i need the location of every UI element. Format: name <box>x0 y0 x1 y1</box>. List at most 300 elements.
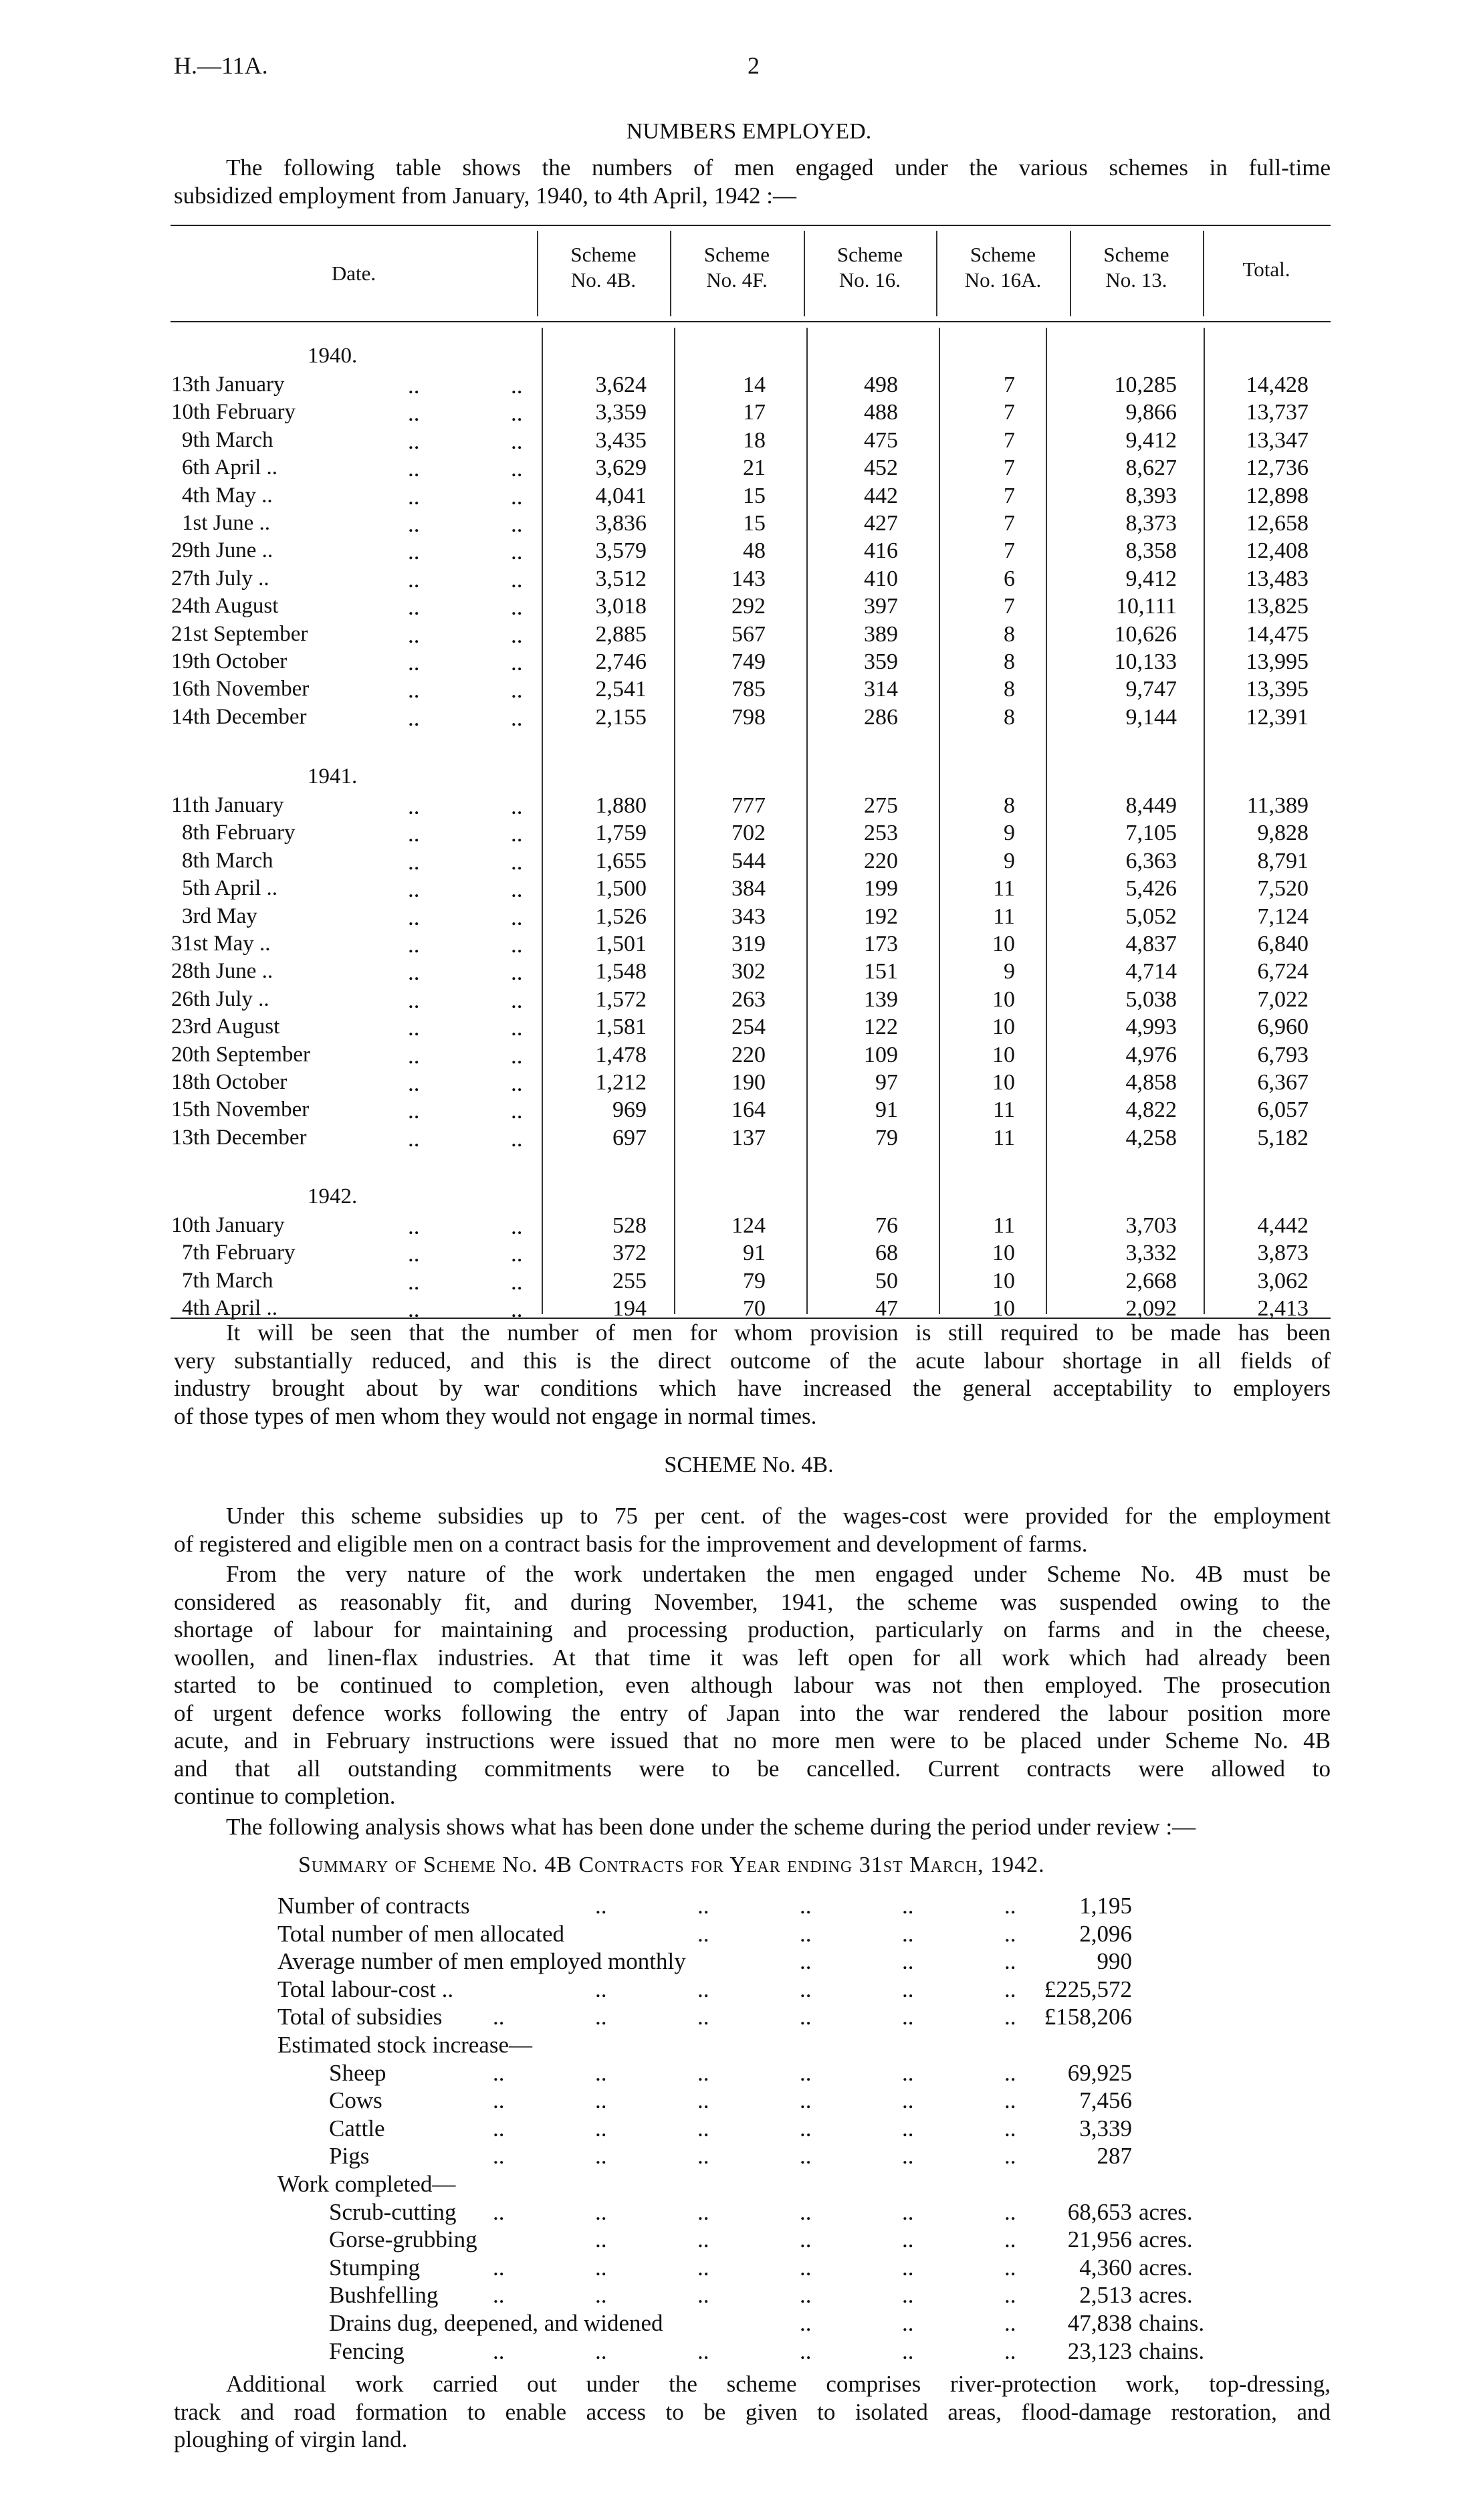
cell-value: 302 <box>731 959 766 984</box>
cell-value: 12,898 <box>1246 483 1309 508</box>
text-line: ploughing of virgin land. <box>174 2426 408 2452</box>
cell-value: 11 <box>993 1097 1015 1123</box>
cell-value: 8 <box>1004 793 1015 818</box>
leader-dots: .. <box>493 2143 505 2170</box>
cell-value: 9,144 <box>1125 704 1177 730</box>
leader-dots: .. <box>511 594 523 621</box>
cell-value: 8,358 <box>1125 538 1177 564</box>
leader-dots: .. <box>408 677 420 704</box>
leader-dots: .. <box>800 2310 812 2336</box>
leader-dots: .. <box>800 2198 812 2225</box>
leader-dots: .. <box>511 1268 523 1295</box>
cell-value: 8 <box>1004 621 1015 647</box>
table-row <box>0 1270 1469 1297</box>
column-header-scheme <box>670 242 804 293</box>
cell-value: 14 <box>743 373 766 397</box>
leader-dots: .. <box>595 2059 607 2086</box>
cell-value: 1,655 <box>595 848 647 873</box>
cell-value: 7,105 <box>1125 821 1177 846</box>
cell-value: 8,791 <box>1257 848 1309 873</box>
scheme-4b-paragraph-2 <box>174 1560 1331 1810</box>
cell-value: 6,793 <box>1257 1042 1309 1067</box>
table-row <box>0 401 1469 428</box>
text-line: industry brought about by war conditions which have increased the general acceptability to employers <box>174 1375 1331 1401</box>
cell-value: 254 <box>731 1015 766 1040</box>
cell-value: 11,389 <box>1246 793 1309 818</box>
row-date: 20th September <box>171 1042 311 1067</box>
text-line: continue to completion. <box>174 1783 396 1809</box>
leader-dots: .. <box>493 2282 505 2309</box>
cell-value: 528 <box>612 1213 647 1238</box>
cell-value: 10 <box>992 986 1015 1012</box>
row-date: 7th February <box>182 1241 296 1265</box>
summary-item <box>0 2228 1469 2254</box>
cell-value: 14,428 <box>1246 373 1309 397</box>
leader-dots: .. <box>1004 2226 1016 2253</box>
summary-item <box>0 2311 1469 2338</box>
table-row <box>0 429 1469 456</box>
leader-dots: .. <box>493 2115 505 2141</box>
cell-value: 7 <box>1004 594 1015 619</box>
cell-value: 6,363 <box>1125 848 1177 873</box>
leader-dots: .. <box>595 2226 607 2253</box>
column-header-date: Date. <box>331 261 376 285</box>
leader-dots: .. <box>408 876 420 903</box>
text-line: The following table shows the numbers of men engaged under the various schemes in full-time <box>226 154 1331 181</box>
header-line: No. 4B. <box>570 268 637 292</box>
leader-dots: .. <box>511 959 523 986</box>
row-date: 23rd August <box>171 1015 280 1039</box>
summary-label: Total of subsidies <box>277 2004 443 2030</box>
cell-value: 10 <box>992 1070 1015 1095</box>
leader-dots: .. <box>800 2282 812 2309</box>
leader-dots: .. <box>511 455 523 482</box>
leader-dots: .. <box>511 932 523 958</box>
row-date: 3rd May <box>182 904 257 928</box>
cell-value: 343 <box>731 904 766 929</box>
cell-value: 9 <box>1004 821 1015 846</box>
cell-value: 1,478 <box>595 1042 647 1067</box>
cell-value: 567 <box>731 621 766 647</box>
year-heading: 1942. <box>308 1184 358 1209</box>
summary-label: Cattle <box>329 2115 385 2141</box>
table-row <box>0 822 1469 849</box>
leader-dots: .. <box>408 1213 420 1239</box>
table-row <box>0 651 1469 677</box>
cell-value: 173 <box>864 932 898 956</box>
leader-dots: .. <box>595 2282 607 2309</box>
row-date: 21st September <box>171 621 308 646</box>
year-heading: 1941. <box>308 764 358 789</box>
summary-item <box>0 2089 1469 2115</box>
cell-value: 8 <box>1004 677 1015 702</box>
cell-value: 9,828 <box>1257 821 1309 846</box>
table-row <box>0 1016 1469 1043</box>
cell-value: 5,052 <box>1125 904 1177 929</box>
cell-value: 286 <box>864 704 898 730</box>
table-row <box>0 1127 1469 1154</box>
row-date: 7th March <box>182 1268 273 1293</box>
leader-dots: .. <box>595 2087 607 2114</box>
summary-value: 287 <box>1097 2143 1132 2170</box>
leader-dots: .. <box>511 848 523 875</box>
leader-dots: .. <box>1004 1920 1016 1947</box>
leader-dots: .. <box>408 594 420 621</box>
summary-item <box>0 2339 1469 2366</box>
leader-dots: .. <box>1004 2143 1016 2170</box>
cell-value: 70 <box>743 1296 766 1322</box>
cell-value: 6 <box>1004 566 1015 591</box>
cell-value: 91 <box>743 1241 766 1266</box>
cell-value: 124 <box>731 1213 766 1238</box>
leader-dots: .. <box>697 2115 709 2141</box>
cell-value: 7 <box>1004 511 1015 536</box>
leader-dots: .. <box>408 1070 420 1096</box>
summary-label: Number of contracts <box>277 1893 470 1919</box>
row-date: 15th November <box>171 1097 310 1122</box>
row-date: 9th March <box>182 427 273 452</box>
leader-dots: .. <box>697 2282 709 2309</box>
table-row <box>0 706 1469 733</box>
summary-item <box>0 2033 1469 2060</box>
cell-value: 3,629 <box>595 455 647 481</box>
cell-value: 11 <box>993 904 1015 929</box>
cell-value: 13,737 <box>1246 400 1309 425</box>
row-date: 28th June .. <box>171 959 273 984</box>
cell-value: 452 <box>864 455 898 481</box>
scheme-4b-paragraph-1 <box>174 1502 1331 1558</box>
leader-dots: .. <box>902 1893 914 1919</box>
final-paragraph <box>174 2370 1331 2454</box>
page-number: 2 <box>748 52 760 79</box>
leader-dots: .. <box>408 1015 420 1041</box>
text-line: It will be seen that the number of men for whom provision is still required to be made has been <box>226 1320 1331 1346</box>
leader-dots: .. <box>511 704 523 731</box>
summary-label: Scrub-cutting <box>329 2198 457 2225</box>
cell-value: 4,258 <box>1125 1125 1177 1150</box>
cell-value: 194 <box>612 1296 647 1322</box>
row-date: 24th August <box>171 594 279 619</box>
cell-value: 47 <box>875 1296 898 1322</box>
text-line: started to be continued to completion, even although labour was not then employed. The prosecution <box>174 1672 1331 1698</box>
cell-value: 4,976 <box>1125 1042 1177 1067</box>
cell-value: 21 <box>743 455 766 481</box>
summary-unit: chains. <box>1139 2337 1205 2364</box>
section-title-scheme-4b: SCHEME No. 4B. <box>664 1453 834 1477</box>
table-row <box>0 540 1469 566</box>
leader-dots: .. <box>800 2337 812 2364</box>
leader-dots: .. <box>511 1042 523 1069</box>
leader-dots: .. <box>408 904 420 930</box>
cell-value: 3,332 <box>1125 1241 1177 1266</box>
cell-value: 139 <box>864 986 898 1012</box>
cell-value: 702 <box>731 821 766 846</box>
text-line: of registered and eligible men on a contract basis for the improvement and development of farms. <box>174 1530 1088 1557</box>
leader-dots: .. <box>697 2059 709 2086</box>
leader-dots: .. <box>800 2143 812 2170</box>
cell-value: 220 <box>864 848 898 873</box>
summary-value: 4,360 <box>1079 2254 1132 2281</box>
summary-unit: chains. <box>1139 2310 1205 2336</box>
summary-item <box>0 2256 1469 2283</box>
summary-value: 3,339 <box>1079 2115 1132 2141</box>
cell-value: 9 <box>1004 848 1015 873</box>
cell-value: 697 <box>612 1125 647 1150</box>
cell-value: 389 <box>864 621 898 647</box>
summary-label: Total number of men allocated <box>277 1920 565 1947</box>
leader-dots: .. <box>697 1920 709 1947</box>
leader-dots: .. <box>595 2143 607 2170</box>
leader-dots: .. <box>408 1241 420 1267</box>
cell-value: 7 <box>1004 427 1015 453</box>
cell-value: 11 <box>993 876 1015 902</box>
cell-value: 263 <box>731 986 766 1012</box>
cell-value: 1,212 <box>595 1070 647 1095</box>
row-date: 8th February <box>182 821 296 845</box>
summary-value: £158,206 <box>1044 2004 1132 2030</box>
intro-paragraph <box>174 154 1331 209</box>
cell-value: 91 <box>875 1097 898 1123</box>
cell-value: 4,822 <box>1125 1097 1177 1123</box>
leader-dots: .. <box>1004 1976 1016 2002</box>
row-date: 6th April .. <box>182 455 278 480</box>
summary-label: Sheep <box>329 2059 386 2086</box>
row-date: 8th March <box>182 848 273 873</box>
summary-label: Stumping <box>329 2254 421 2281</box>
summary-unit: acres. <box>1139 2254 1193 2281</box>
cell-value: 6,367 <box>1257 1070 1309 1095</box>
cell-value: 2,092 <box>1125 1296 1177 1322</box>
table-row <box>0 512 1469 539</box>
leader-dots: .. <box>902 2143 914 2170</box>
cell-value: 13,995 <box>1246 649 1309 674</box>
cell-value: 9,412 <box>1125 566 1177 591</box>
leader-dots: .. <box>511 1015 523 1041</box>
table-row <box>0 678 1469 705</box>
table-row <box>0 1044 1469 1071</box>
cell-value: 199 <box>864 876 898 902</box>
cell-value: 3,873 <box>1257 1241 1309 1266</box>
text-line: subsidized employment from January, 1940, to 4th April, 1942 :— <box>174 182 796 209</box>
leader-dots: .. <box>511 1097 523 1124</box>
leader-dots: .. <box>493 2059 505 2086</box>
summary-title: Summary of Scheme No. 4B Contracts for Year ending 31st March, 1942. <box>298 1853 1045 1877</box>
summary-label: Bushfelling <box>329 2282 439 2309</box>
cell-value: 97 <box>875 1070 898 1095</box>
cell-value: 319 <box>731 932 766 956</box>
cell-value: 397 <box>864 594 898 619</box>
summary-item <box>0 2144 1469 2171</box>
summary-value: 69,925 <box>1067 2059 1132 2086</box>
leader-dots: .. <box>595 1893 607 1919</box>
leader-dots: .. <box>595 2115 607 2141</box>
cell-value: 10 <box>992 1296 1015 1322</box>
cell-value: 8,373 <box>1125 511 1177 536</box>
leader-dots: .. <box>800 2115 812 2141</box>
leader-dots: .. <box>902 2087 914 2114</box>
text-line: of urgent defence works following the entry of Japan into the war rendered the labour position more <box>174 1699 1331 1726</box>
leader-dots: .. <box>1004 2198 1016 2225</box>
header-line: No. 13. <box>1105 268 1167 292</box>
cell-value: 3,018 <box>595 594 647 619</box>
cell-value: 3,435 <box>595 427 647 453</box>
cell-value: 498 <box>864 373 898 397</box>
summary-label: Drains dug, deepened, and widened <box>329 2310 663 2336</box>
leader-dots: .. <box>902 2226 914 2253</box>
leader-dots: .. <box>408 566 420 593</box>
leader-dots: .. <box>902 1948 914 1975</box>
header-line: No. 4F. <box>706 268 768 292</box>
column-header-scheme <box>1070 242 1203 293</box>
row-date: 13th December <box>171 1125 307 1150</box>
cell-value: 10 <box>992 1268 1015 1293</box>
leader-dots: .. <box>511 1241 523 1267</box>
leader-dots: .. <box>595 2198 607 2225</box>
cell-value: 359 <box>864 649 898 674</box>
cell-value: 4,714 <box>1125 959 1177 984</box>
table-row <box>0 623 1469 650</box>
cell-value: 777 <box>731 793 766 818</box>
cell-value: 2,155 <box>595 704 647 730</box>
row-date: 16th November <box>171 677 310 702</box>
summary-item <box>0 1894 1469 1921</box>
leader-dots: .. <box>902 1976 914 2002</box>
cell-value: 2,668 <box>1125 1268 1177 1293</box>
cell-value: 122 <box>864 1015 898 1040</box>
cell-value: 9,412 <box>1125 427 1177 453</box>
header-line: Scheme <box>570 243 637 266</box>
summary-label: Average number of men employed monthly <box>277 1948 686 1975</box>
cell-value: 5,182 <box>1257 1125 1309 1150</box>
text-line: very substantially reduced, and this is the direct outcome of the acute labour shortage in all fields of <box>174 1347 1331 1374</box>
leader-dots: .. <box>697 1893 709 1919</box>
cell-value: 14,475 <box>1246 621 1309 647</box>
cell-value: 314 <box>864 677 898 702</box>
cell-value: 220 <box>731 1042 766 1067</box>
cell-value: 8,627 <box>1125 455 1177 481</box>
cell-value: 8,393 <box>1125 483 1177 508</box>
summary-unit: acres. <box>1139 2226 1193 2253</box>
leader-dots: .. <box>511 876 523 903</box>
cell-value: 4,837 <box>1125 932 1177 956</box>
header-line: Scheme <box>703 243 770 266</box>
cell-value: 10,111 <box>1116 594 1177 619</box>
leader-dots: .. <box>408 1125 420 1152</box>
table-row <box>0 1071 1469 1098</box>
cell-value: 2,746 <box>595 649 647 674</box>
cell-value: 4,993 <box>1125 1015 1177 1040</box>
leader-dots: .. <box>511 511 523 537</box>
leader-dots: .. <box>408 704 420 731</box>
row-date: 29th June .. <box>171 538 273 563</box>
cell-value: 7 <box>1004 373 1015 397</box>
cell-value: 143 <box>731 566 766 591</box>
text-line: track and road formation to enable access to be given to isolated areas, flood-damage restoration, and <box>174 2398 1331 2425</box>
cell-value: 79 <box>743 1268 766 1293</box>
cell-value: 13,483 <box>1246 566 1309 591</box>
summary-item <box>0 1950 1469 1976</box>
cell-value: 4,442 <box>1257 1213 1309 1238</box>
leader-dots: .. <box>511 566 523 593</box>
cell-value: 50 <box>875 1268 898 1293</box>
text-line: woollen, and linen-flax industries. At that time it was left open for all work which had already been <box>174 1644 1331 1671</box>
leader-dots: .. <box>902 2004 914 2030</box>
header-line: Scheme <box>1103 243 1169 266</box>
cell-value: 1,581 <box>595 1015 647 1040</box>
cell-value: 1,572 <box>595 986 647 1012</box>
row-date: 10th January <box>171 1213 285 1237</box>
cell-value: 10 <box>992 1042 1015 1067</box>
leader-dots: .. <box>800 2254 812 2281</box>
table-row <box>0 374 1469 401</box>
table-row <box>0 877 1469 904</box>
row-date: 1st June .. <box>182 511 270 535</box>
cell-value: 544 <box>731 848 766 873</box>
leader-dots: .. <box>697 2226 709 2253</box>
cell-value: 4,858 <box>1125 1070 1177 1095</box>
leader-dots: .. <box>408 848 420 875</box>
cell-value: 13,395 <box>1246 677 1309 702</box>
leader-dots: .. <box>800 1948 812 1975</box>
leader-dots: .. <box>408 483 420 510</box>
leader-dots: .. <box>800 1920 812 1947</box>
table-row <box>0 1215 1469 1241</box>
summary-item <box>0 2117 1469 2143</box>
text-line: From the very nature of the work undertaken the men engaged under Scheme No. 4B must be <box>226 1561 1331 1587</box>
leader-dots: .. <box>493 2087 505 2114</box>
cell-value: 1,759 <box>595 821 647 846</box>
summary-value: 2,513 <box>1079 2282 1132 2309</box>
cell-value: 1,526 <box>595 904 647 929</box>
summary-value: 68,653 <box>1067 2198 1132 2225</box>
leader-dots: .. <box>408 1042 420 1069</box>
cell-value: 8,449 <box>1125 793 1177 818</box>
cell-value: 12,408 <box>1246 538 1309 564</box>
table-row <box>0 960 1469 987</box>
cell-value: 416 <box>864 538 898 564</box>
cell-value: 8 <box>1004 649 1015 674</box>
leader-dots: .. <box>408 821 420 847</box>
leader-dots: .. <box>595 2337 607 2364</box>
row-date: 10th February <box>171 400 296 425</box>
cell-value: 785 <box>731 677 766 702</box>
cell-value: 68 <box>875 1241 898 1266</box>
cell-value: 192 <box>864 904 898 929</box>
cell-value: 3,062 <box>1257 1268 1309 1293</box>
leader-dots: .. <box>408 1296 420 1323</box>
cell-value: 9,866 <box>1125 400 1177 425</box>
summary-value: 2,096 <box>1079 1920 1132 1947</box>
summary-label: Gorse-grubbing <box>329 2226 477 2253</box>
summary-label: Estimated stock increase— <box>277 2032 532 2058</box>
summary-value: 47,838 <box>1067 2310 1132 2336</box>
row-date: 19th October <box>171 649 288 673</box>
leader-dots: .. <box>408 427 420 454</box>
cell-value: 10 <box>992 1241 1015 1266</box>
cell-value: 2,541 <box>595 677 647 702</box>
year-heading: 1940. <box>308 344 358 368</box>
header-line: No. 16A. <box>964 268 1042 292</box>
summary-unit: acres. <box>1139 2282 1193 2309</box>
leader-dots: .. <box>800 2087 812 2114</box>
leader-dots: .. <box>1004 2087 1016 2114</box>
cell-value: 10,133 <box>1114 649 1177 674</box>
leader-dots: .. <box>1004 2004 1016 2030</box>
row-date: 26th July .. <box>171 986 269 1011</box>
leader-dots: .. <box>697 2143 709 2170</box>
leader-dots: .. <box>800 1893 812 1919</box>
cell-value: 9 <box>1004 959 1015 984</box>
